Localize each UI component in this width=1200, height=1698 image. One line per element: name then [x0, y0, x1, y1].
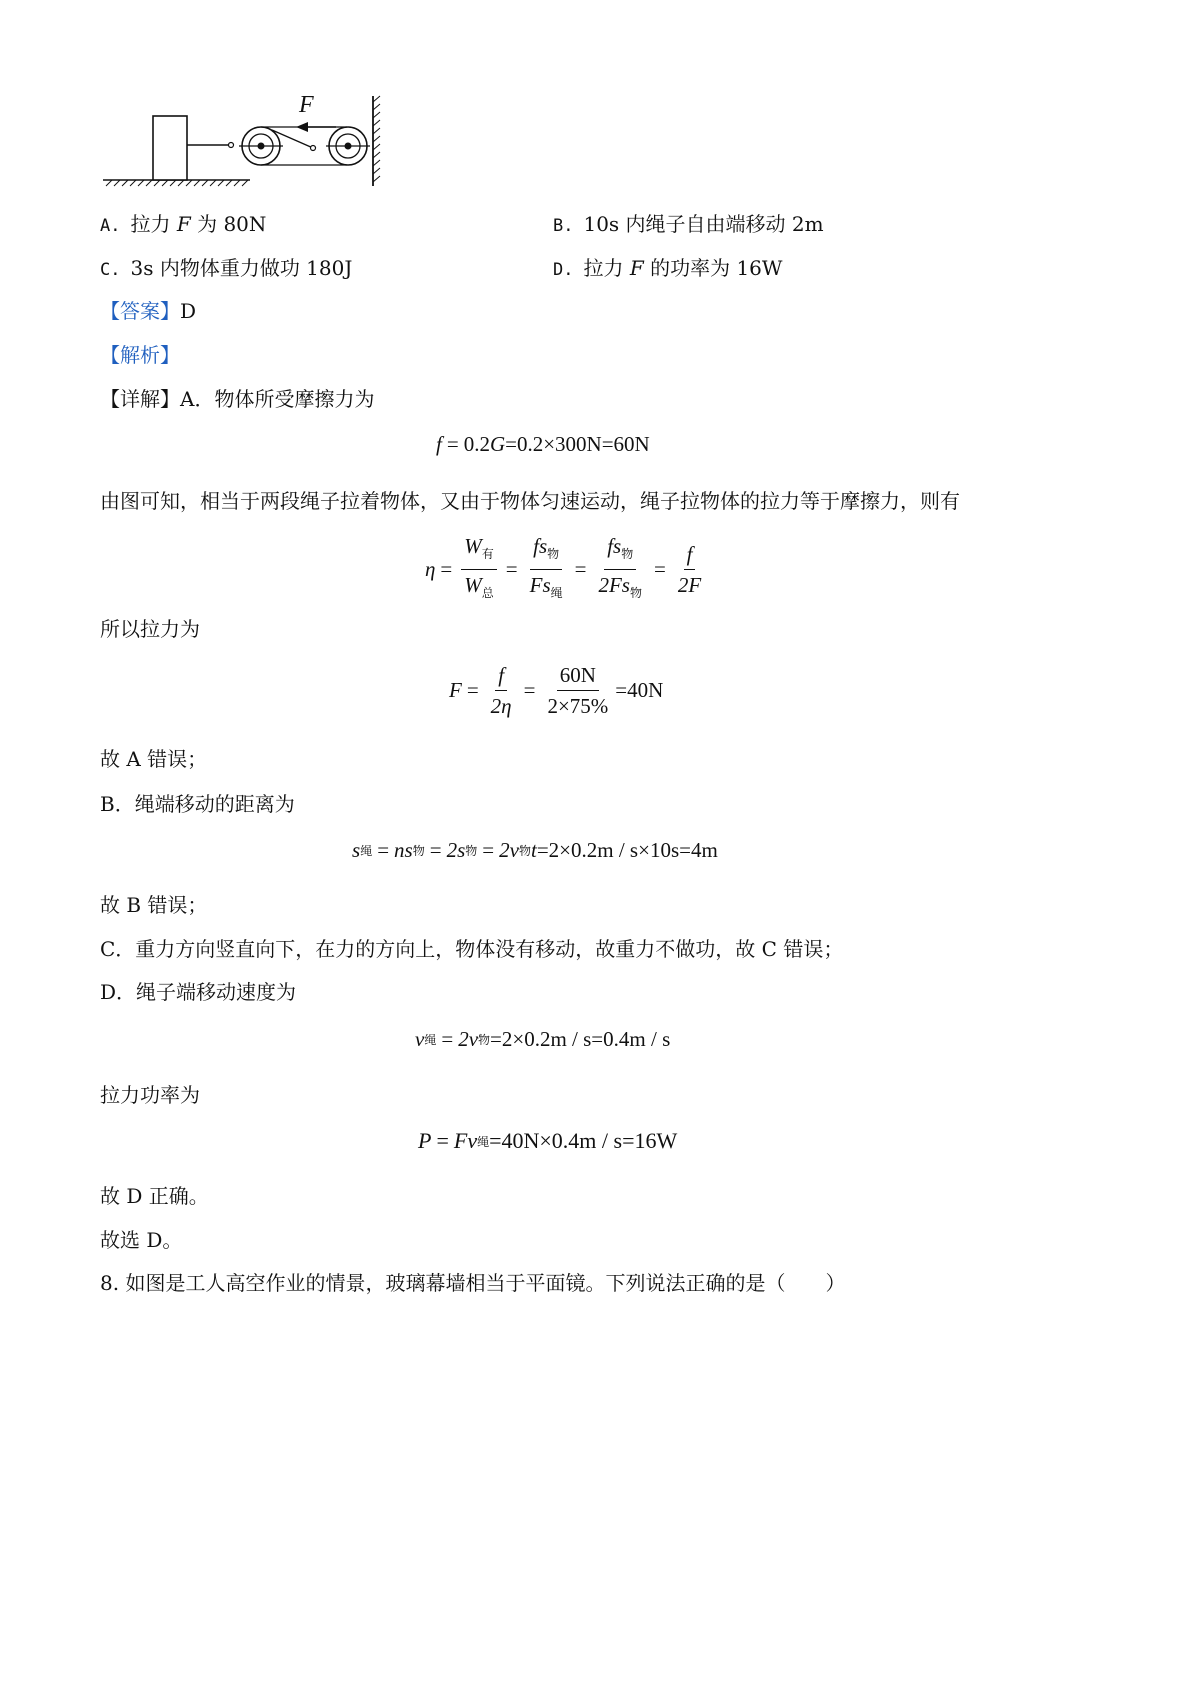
equation-velocity: v 绳 = 2v 物 =2×0.2m / s=0.4m / s: [415, 1027, 671, 1051]
answer-tag: 【答案】: [100, 299, 180, 323]
fraction: $\frac{f}{2F}$: [677, 542, 702, 597]
option-b: B. 10s 内绳子自由端移动 2m: [553, 212, 824, 236]
text-choose: 故选 D。: [100, 1228, 183, 1252]
detail-line: 【详解】A．物体所受摩擦力为: [100, 387, 375, 411]
text-force: 所以拉力为: [100, 617, 200, 641]
answer-value: D: [180, 299, 197, 323]
fraction: $\frac{f}{2\eta}$: [490, 663, 512, 718]
equation-distance: s 绳 = ns 物 = 2s 物 = 2v 物 t =2×0.2m / s×10s=4m: [352, 838, 718, 862]
equation-force: F = $\frac{f}{2\eta}$ = $\frac{60N}{2\times 75\%}$ =40N: [449, 663, 664, 718]
analysis-tag: 【解析】: [100, 343, 180, 367]
fraction: $\frac{60N}{2\times 75\%}$: [547, 663, 609, 718]
option-d: D. 拉力 F 的功率为 16W: [553, 256, 783, 280]
answer-line: [100, 297, 196, 325]
text-pulley: 由图可知，相当于两段绳子拉着物体，又由于物体匀速运动，绳子拉物体的拉力等于摩擦力，则有: [100, 489, 960, 513]
text-b: B．绳端移动的距离为: [100, 792, 295, 816]
equation-power: P = Fv 绳 =40N×0.4m / s=16W: [418, 1128, 678, 1153]
pulley-figure: [100, 88, 400, 198]
option-a: A. 拉力 F 为 80N: [100, 212, 267, 236]
text-d: D．绳子端移动速度为: [100, 980, 297, 1004]
text-power: 拉力功率为: [100, 1083, 200, 1107]
question-8: 8. 如图是工人高空作业的情景，玻璃幕墙相当于平面镜。下列说法正确的是（ ）: [100, 1271, 846, 1295]
block: [153, 116, 187, 180]
equation-friction: f = 0.2 G =0.2×300N=60N: [436, 432, 650, 456]
force-label: F: [299, 92, 314, 118]
detail-tag: 【详解】: [100, 387, 180, 411]
option-c: C. 3s 内物体重力做功 180J: [100, 256, 353, 280]
text-b-wrong: 故 B 错误；: [100, 893, 208, 917]
fraction: $\frac{W_有}{W_总}$: [461, 533, 497, 606]
equation-efficiency: η = $\frac{W_有}{W_总}$ = $\frac{fs_物}{Fs_绳}$ = $\frac{fs_物}{2Fs_物}$ = $\frac{f}{2F}$: [425, 533, 708, 606]
text-d-right: 故 D 正确。: [100, 1184, 209, 1208]
fraction: $\frac{fs_物}{2Fs_物}$: [598, 534, 642, 600]
text-c: C．重力方向竖直向下，在力的方向上，物体没有移动，故重力不做功，故 C 错误；: [100, 937, 844, 961]
fraction: $\frac{fs_物}{Fs_绳}$: [529, 534, 563, 600]
text-a-wrong: 故 A 错误；: [100, 747, 208, 771]
